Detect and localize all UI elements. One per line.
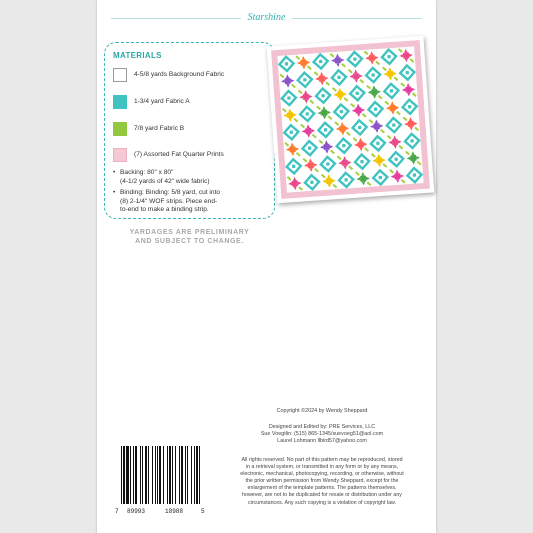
- copyright-line: Copyright ©2024 by Wendy Sheppard: [276, 408, 368, 414]
- quilt-star-center: [319, 75, 325, 81]
- quilt-center: [277, 46, 423, 192]
- quilt-diamond-center: [406, 71, 409, 74]
- barcode-digit: 7: [115, 508, 119, 515]
- quilt-star-center: [326, 178, 332, 184]
- quilt-star-center: [353, 73, 359, 79]
- barcode-bar: [152, 446, 153, 504]
- barcode-bar: [181, 446, 183, 504]
- quilt-star-center: [403, 52, 409, 58]
- material-label: 4-5/8 yards Background Fabric: [134, 71, 225, 78]
- barcode-bar: [126, 446, 129, 504]
- yardage-disclaimer: YARDAGES ARE PRELIMINARY AND SUBJECT TO CHANGE.: [129, 229, 250, 245]
- material-background: [113, 66, 224, 83]
- quilt-star-center: [305, 128, 311, 134]
- quilt-star-center: [410, 155, 416, 161]
- quilt-diamond-center: [413, 173, 416, 176]
- quilt-star-center: [371, 89, 377, 95]
- material-fabric-a: [113, 93, 190, 110]
- quilt-diamond-center: [408, 105, 411, 108]
- material-label: 1-3/4 yard Fabric A: [134, 98, 190, 105]
- quilt-diamond-center: [292, 165, 295, 168]
- quilt-diamond-center: [374, 107, 377, 110]
- barcode-bar: [172, 446, 173, 504]
- barcode-bar: [191, 446, 192, 504]
- quilt-star-center: [408, 121, 414, 127]
- pattern-title: Starshine: [247, 12, 286, 23]
- binding-note: • Binding: Binding: 5/8 yard, cut into (8) 2-1/4" WOF strips. Piece end- to-end to make a binding strip.: [113, 189, 269, 215]
- quilt-star-center: [335, 57, 341, 63]
- quilt-diamond-center: [305, 112, 308, 115]
- barcode-bar: [167, 446, 168, 504]
- quilt-star-center: [292, 180, 298, 186]
- quilt-diamond-center: [387, 55, 390, 58]
- barcode-bar: [135, 446, 137, 504]
- quilt-star-center: [394, 173, 400, 179]
- barcode-bar: [179, 446, 180, 504]
- barcode-bar: [199, 446, 200, 504]
- barcode-bar: [159, 446, 161, 504]
- quilt-star-center: [301, 60, 307, 66]
- barcode-digit: 5: [201, 508, 205, 515]
- quilt-star-center: [358, 141, 364, 147]
- barcode-bar: [157, 446, 158, 504]
- upc-barcode: [115, 446, 207, 518]
- quilt-diamond-center: [392, 123, 395, 126]
- material-fat-quarters: [113, 146, 224, 163]
- material-label: 7/8 yard Fabric B: [134, 125, 185, 132]
- quilt-star-center: [355, 107, 361, 113]
- quilt-diamond-center: [324, 128, 327, 131]
- barcode-bar: [123, 446, 125, 504]
- quilt-diamond-center: [353, 57, 356, 60]
- barcode-digit: 89993: [127, 508, 146, 515]
- quilt-star-center: [285, 78, 291, 84]
- quilt-star-center: [392, 139, 398, 145]
- material-fabric-b: [113, 120, 184, 137]
- barcode-bar: [145, 446, 147, 504]
- quilt-diamond-center: [290, 131, 293, 134]
- quilt-diamond-center: [356, 92, 359, 95]
- fabric-b-swatch: [113, 122, 127, 136]
- quilt-star-center: [303, 94, 309, 100]
- fat-quarter-swatch: [113, 148, 127, 162]
- barcode-bar: [169, 446, 171, 504]
- quilt-diamond-center: [390, 89, 393, 92]
- quilt-star-center: [287, 112, 293, 118]
- quilt-diamond-center: [371, 73, 374, 76]
- quilt-diamond-center: [326, 162, 329, 165]
- quilt-diamond-center: [344, 178, 347, 181]
- quilt-diamond-center: [360, 160, 363, 163]
- quilt-graphic: [271, 40, 430, 199]
- quilt-star-center: [289, 146, 295, 152]
- quilt-star-center: [376, 157, 382, 163]
- barcode-digit: 18988: [165, 508, 184, 515]
- barcode-bar: [148, 446, 149, 504]
- quilt-diamond-center: [379, 176, 382, 179]
- barcode-bar: [196, 446, 198, 504]
- pattern-back-page: [97, 0, 436, 533]
- credits-block: Designed and Edited by: PRE Services, LLC Sue Voegtlin: (515) 865-1345/suevoeg51@aol.com Laurel Lohmann llbird57@yahoo.com: [260, 424, 384, 445]
- quilt-diamond-center: [410, 139, 413, 142]
- quilt-star-center: [360, 176, 366, 182]
- fabric-a-swatch: [113, 95, 127, 109]
- barcode-bar: [187, 446, 188, 504]
- barcode-bar: [155, 446, 156, 504]
- quilt-star-center: [324, 144, 330, 150]
- barcode-bar: [121, 446, 122, 504]
- barcode-bar: [185, 446, 186, 504]
- quilt-diamond-center: [287, 96, 290, 99]
- quilt-diamond-center: [308, 146, 311, 149]
- quilt-diamond-center: [342, 144, 345, 147]
- quilt-diamond-center: [321, 94, 324, 97]
- quilt-star-center: [321, 110, 327, 116]
- quilt-star-center: [339, 126, 345, 132]
- materials-heading: MATERIALS: [113, 51, 162, 60]
- quilt-illustration: [267, 36, 435, 204]
- legal-notice: All rights reserved. No part of this pattern may be reproduced, stored in a retrieval system, or transmitted in any form or by any means, electronic, mechanical, photocopying, recording, or otherwise, without the prior written permission from Wendy Sheppard, except for the enlargement of the template patterns. The patterns themselves, however, are not to be duplicated for resale or distribution under any circumstances. Any such copying is a violation of copyright law.: [240, 457, 404, 506]
- quilt-diamond-center: [285, 62, 288, 65]
- barcode-bar: [140, 446, 141, 504]
- quilt-diamond-center: [310, 181, 313, 184]
- barcode-bar: [163, 446, 164, 504]
- quilt-star-center: [390, 105, 396, 111]
- quilt-star-center: [337, 91, 343, 97]
- barcode-bar: [175, 446, 176, 504]
- quilt-star-center: [387, 71, 393, 77]
- background-fabric-swatch: [113, 68, 127, 82]
- quilt-diamond-center: [394, 158, 397, 161]
- quilt-star-center: [374, 123, 380, 129]
- barcode-bar: [142, 446, 143, 504]
- barcode-bar: [130, 446, 131, 504]
- materials-box: [104, 42, 275, 219]
- barcode-bars: [115, 446, 207, 506]
- barcode-bar: [194, 446, 195, 504]
- quilt-star-center: [369, 55, 375, 61]
- quilt-diamond-center: [376, 142, 379, 145]
- quilt-diamond-center: [340, 110, 343, 113]
- quilt-diamond-center: [319, 60, 322, 63]
- quilt-diamond-center: [358, 126, 361, 129]
- quilt-star-center: [405, 87, 411, 93]
- backing-note: • Backing: 80" x 80" (4-1/2 yards of 42" wide fabric): [113, 169, 269, 186]
- quilt-star-center: [308, 162, 314, 168]
- quilt-diamond-center: [303, 78, 306, 81]
- quilt-diamond-center: [337, 76, 340, 79]
- quilt-star-center: [342, 160, 348, 166]
- material-label: (7) Assorted Fat Quarter Prints: [134, 151, 224, 158]
- barcode-bar: [133, 446, 134, 504]
